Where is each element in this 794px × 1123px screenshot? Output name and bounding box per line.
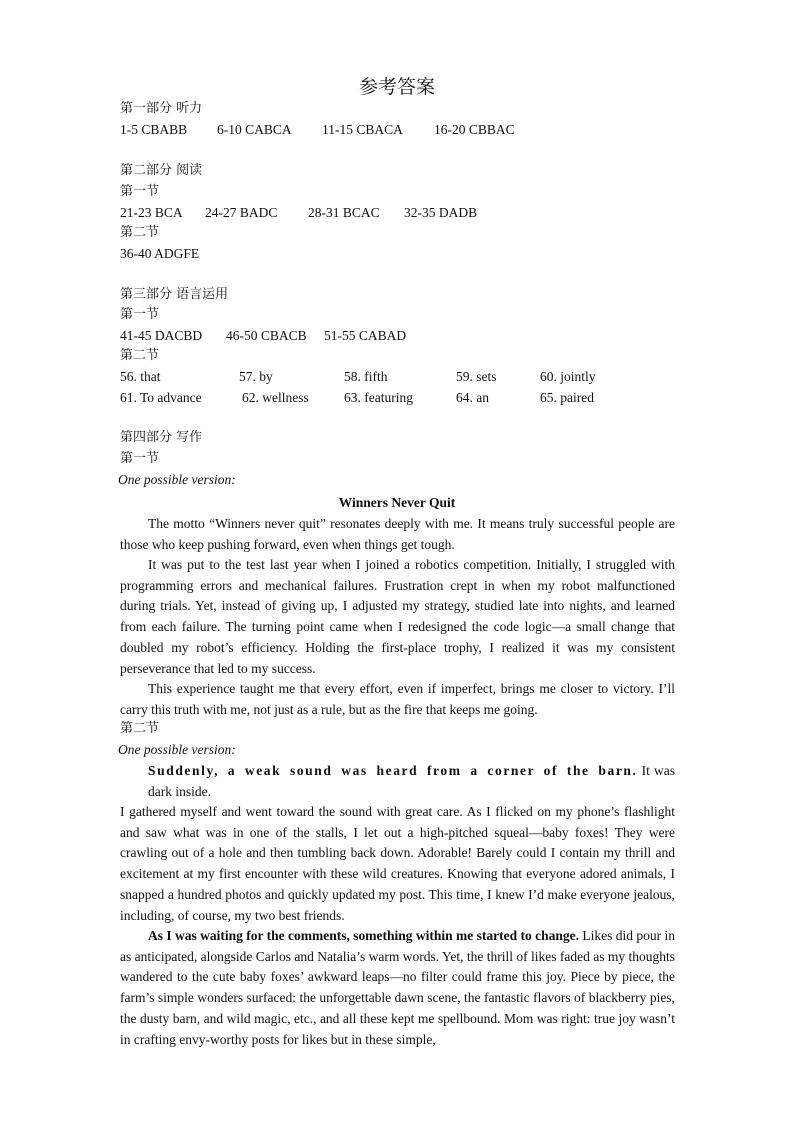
story-lead-rest-1: It was dark inside. <box>148 763 675 799</box>
version-label: One possible version: <box>118 472 236 487</box>
part2-section1: 第一节 <box>120 184 160 199</box>
cloze-answer: 59. sets <box>456 369 497 384</box>
page-title: 参考答案 <box>358 76 435 98</box>
part3-section1: 第一节 <box>120 307 160 322</box>
part3-section2: 第二节 <box>120 348 160 363</box>
cloze-answer: 60. jointly <box>540 369 596 384</box>
cloze-answer: 63. featuring <box>344 390 413 405</box>
answer-group: 51-55 CABAD <box>324 328 407 343</box>
part3-heading: 第三部分 语言运用 <box>120 287 229 302</box>
story-paragraph-2 <box>120 926 675 1050</box>
answer-group: 24-27 BADC <box>205 205 278 220</box>
essay-title: Winners Never Quit <box>338 495 456 510</box>
part3-row2 <box>120 388 680 408</box>
part1-answers <box>120 120 680 140</box>
part3-answers1 <box>120 326 680 346</box>
part1-heading: 第一部分 听力 <box>120 101 203 116</box>
cloze-answer: 57. by <box>239 369 273 384</box>
part2-heading: 第二部分 阅读 <box>120 163 203 178</box>
story-paragraph-2-text: Likes did pour in as anticipated, alongside Carlos and Natalia’s warm words. Yet, the thrill of likes faded as my thoughts wandered to the cute baby foxes’ awkward leaps—no filter could frame this joy. Piece by piece, the farm’s simple wonders surfaced: the unforgettable dawn scene, the fantastic flavors of blackberry pies, the dusty barn, and wild magic, etc., and all these kept me spellbound. Mom was right: true joy wasn’t in crafting envy-worthy posts for likes but in these simple, <box>120 928 675 1047</box>
answer-group: 6-10 CABCA <box>217 122 292 137</box>
part2-answers1 <box>120 203 680 223</box>
cloze-answer: 61. To advance <box>120 390 202 405</box>
part4-heading: 第四部分 写作 <box>120 430 203 445</box>
part2-answers2: 36-40 ADGFE <box>120 246 200 261</box>
answer-group: 21-23 BCA <box>120 205 183 220</box>
essay-paragraph-3: This experience taught me that every effort, even if imperfect, brings me closer to victory. I’ll carry this truth with me, not just as a rule, but as the fire that keeps me going. <box>120 681 675 717</box>
cloze-answer: 56. that <box>120 369 161 384</box>
cloze-answer: 65. paired <box>540 390 594 405</box>
essay-paragraph-2: It was put to the test last year when I joined a robotics competition. Initially, I struggled with programming errors and mechanical failures. Frustration crept in when my robot malfunctioned during trials. Yet, instead of giving up, I adjusted my strategy, studied late into nights, and learned from each failure. The turning point came when I redesigned the code logic—a small change that doubled my robot’s efficiency. Holding the first-place trophy, I realized it was my consistent perseverance that led to my success. <box>120 557 675 676</box>
story-paragraph-1: I gathered myself and went toward the sound with great care. As I flicked on my phone’s flashlight and saw what was in one of the stalls, I let out a high-pitched squeal—baby foxes! They were crawling out of a hole and then tumbling back down. Adorable! Barely could I contain my thrill and excitement at my first encounter with these wild creatures. Knowing that everyone adored animals, I snapped a hundred photos and quickly updated my post. This time, I knew I’d make everyone jealous, including, of course, my two best friends. <box>120 804 675 923</box>
part4-section1: 第一节 <box>120 451 160 466</box>
story-lead-sentence-1: Suddenly, a weak sound was heard from a corner of the barn. <box>148 763 638 778</box>
answer-group: 16-20 CBBAC <box>434 122 515 137</box>
cloze-answer: 58. fifth <box>344 369 388 384</box>
story-lead-sentence-2: As I was waiting for the comments, something within me started to change. <box>148 928 579 943</box>
answer-group: 1-5 CBABB <box>120 122 188 137</box>
answer-group: 41-45 DACBD <box>120 328 203 343</box>
part2-section2: 第二节 <box>120 225 160 240</box>
part3-row1 <box>120 367 680 387</box>
answer-group: 46-50 CBACB <box>226 328 307 343</box>
answer-group: 28-31 BCAC <box>308 205 380 220</box>
part4-section2: 第二节 <box>120 721 160 736</box>
answer-group: 11-15 CBACA <box>322 122 403 137</box>
version-label-2: One possible version: <box>118 742 236 757</box>
answer-group: 32-35 DADB <box>404 205 478 220</box>
essay-paragraph-1: The motto “Winners never quit” resonates deeply with me. It means truly successful people are those who keep pushing forward, even when things get tough. <box>120 516 675 552</box>
story-lead-paragraph-1 <box>120 761 675 802</box>
cloze-answer: 64. an <box>456 390 489 405</box>
cloze-answer: 62. wellness <box>242 390 309 405</box>
